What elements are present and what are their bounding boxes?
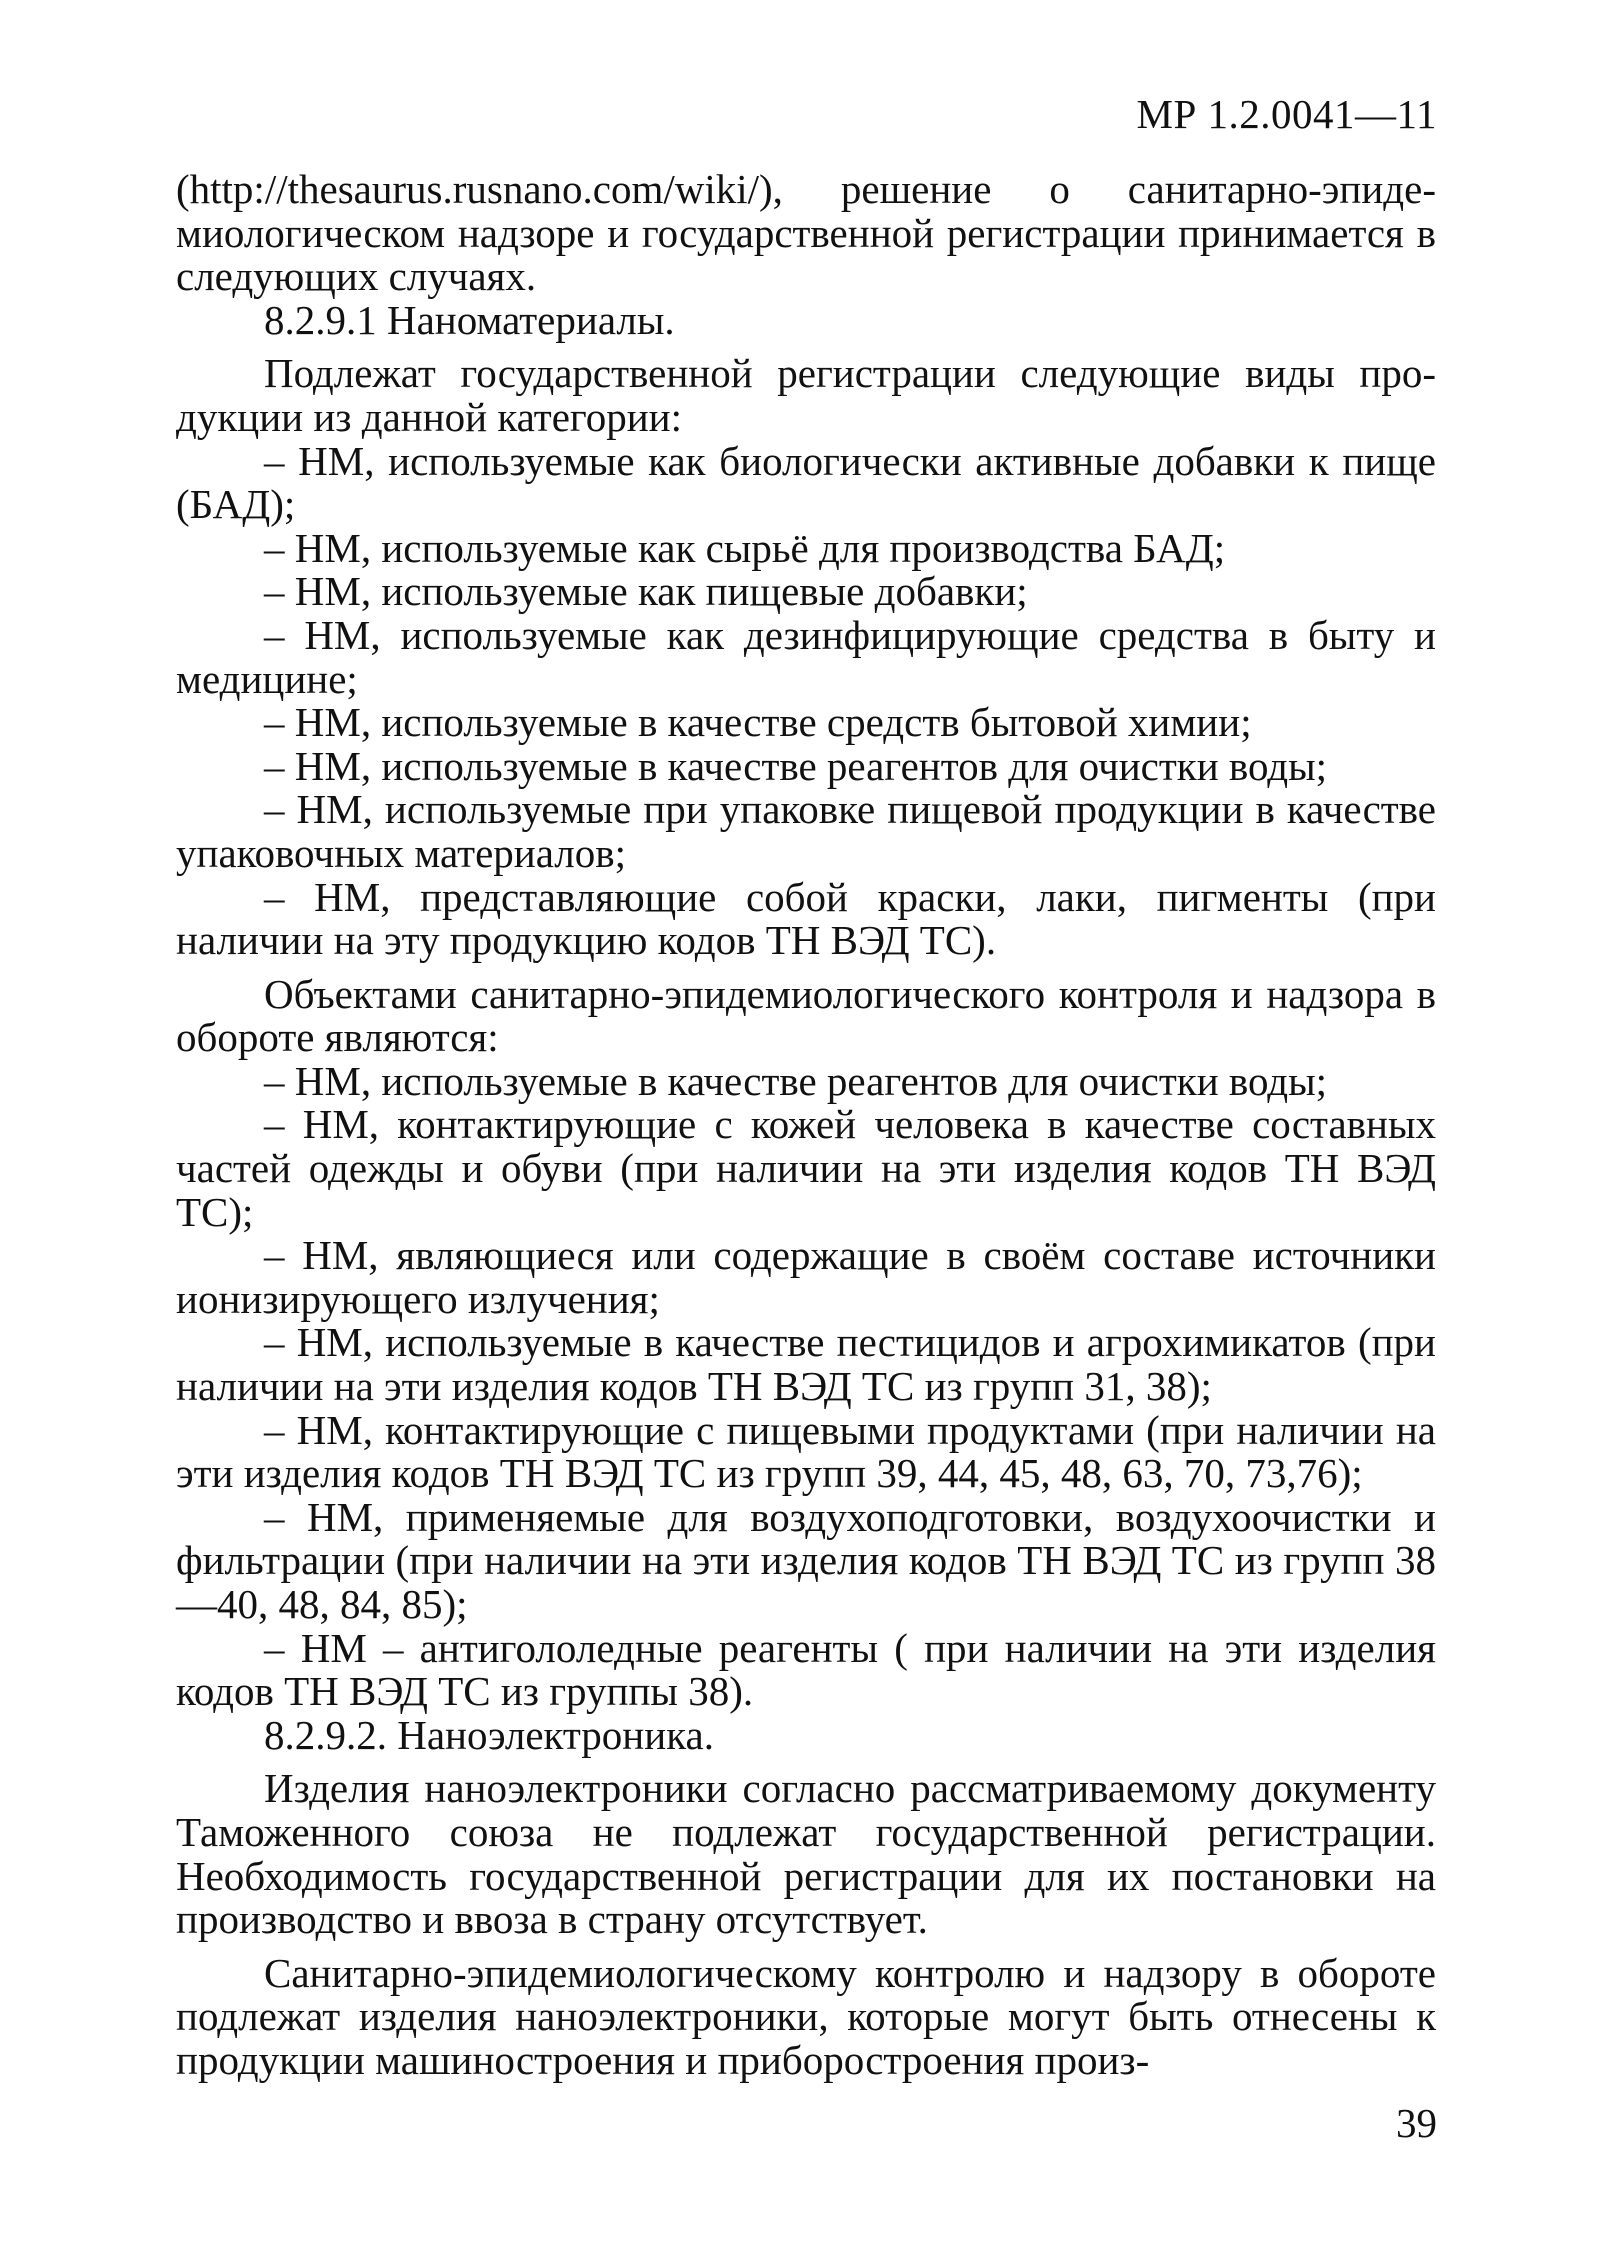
paragraph-ctrl-item-7: – НМ – антигололедные реагенты ( при наличии на эти изделия кодов ТН ВЭД ТС из группы 38).	[176, 1624, 1436, 1715]
paragraph-ctrl-item-6: – НМ, применяемые для воздухоподготовки, воздухоочистки и фильтрации (при наличии на эти изделия кодов ТН ВЭД ТС из групп 38—40, 48, 84, 85);	[176, 1493, 1436, 1627]
paragraph-ctrl-item-2: – НМ, контактирующие с кожей человека в качестве составных частей одежды и обуви (при наличии на эти изделия кодов ТН ВЭД ТС);	[176, 1101, 1436, 1235]
paragraph-section-8292: 8.2.9.2. Наноэлектроника.	[264, 1711, 714, 1758]
paragraph-reg-item-8: – НМ, представляющие собой краски, лаки, пигменты (при наличии на эту продукцию кодов ТН ВЭД ТС).	[176, 873, 1436, 964]
paragraph-nanoelectronics-control: Санитарно-эпидемиологическому контролю и надзору в обороте подлежат изделия наноэлектроники, которые могут быть отнесены к продукции машиностроения и приборостроения произ-	[176, 1949, 1436, 2083]
page-number: 39	[1396, 2100, 1437, 2146]
paragraph-reg-item-3: – НМ, используемые как пищевые добавки;	[264, 568, 1028, 615]
paragraph-reg-item-1: – НМ, используемые как биологически активные добавки к пище (БАД);	[176, 437, 1436, 528]
paragraph-reg-item-2: – НМ, используемые как сырьё для производства БАД;	[264, 524, 1226, 571]
paragraph-ctrl-item-5: – НМ, контактирующие с пищевыми продуктами (при наличии на эти изделия кодов ТН ВЭД ТС из групп 39, 44, 45, 48, 63, 70, 73,76);	[176, 1406, 1436, 1497]
paragraph-ctrl-item-3: – НМ, являющиеся или содержащие в своём составе источники ионизирующего излучения;	[176, 1232, 1436, 1322]
paragraph-reg-item-7: – НМ, используемые при упаковке пищевой продукции в качестве упаковочных материалов;	[176, 786, 1436, 876]
paragraph-section-8291: 8.2.9.1 Наноматериалы.	[264, 296, 675, 343]
paragraph-reg-item-5: – НМ, используемые в качестве средств бытовой химии;	[264, 699, 1252, 746]
paragraph-ctrl-item-1: – НМ, используемые в качестве реагентов для очистки воды;	[264, 1057, 1328, 1104]
paragraph-intro: (http://thesaurus.rusnano.com/wiki/), решение о санитарно-эпидемиологическом надзоре и государственной регистрации принимается в следующих случаях.	[176, 166, 1436, 300]
paragraph-reg-item-6: – НМ, используемые в качестве реагентов для очистки воды;	[264, 742, 1328, 789]
paragraph-reg-item-4: – НМ, используемые как дезинфицирующие средства в быту и медицине;	[176, 611, 1436, 702]
paragraph-nanoelectronics-reg: Изделия наноэлектроники согласно рассматриваемому документу Таможенного союза не подлежат государственной регистрации. Необходимость государственной регистрации для их постановки на производство и ввоза в страну отсутствует.	[176, 1765, 1436, 1943]
paragraph-control-intro: Объектами санитарно-эпидемиологического контроля и надзора в обороте являются:	[176, 970, 1436, 1061]
paragraph-ctrl-item-4: – НМ, используемые в качестве пестицидов и агрохимикатов (при наличии на эти изделия кодов ТН ВЭД ТС из групп 31, 38);	[176, 1319, 1436, 1410]
paragraph-registration-intro: Подлежат государственной регистрации следующие виды продукции из данной категории:	[176, 350, 1436, 440]
document-body	[176, 168, 1436, 2083]
document-code: МР 1.2.0041—11	[1136, 91, 1437, 137]
